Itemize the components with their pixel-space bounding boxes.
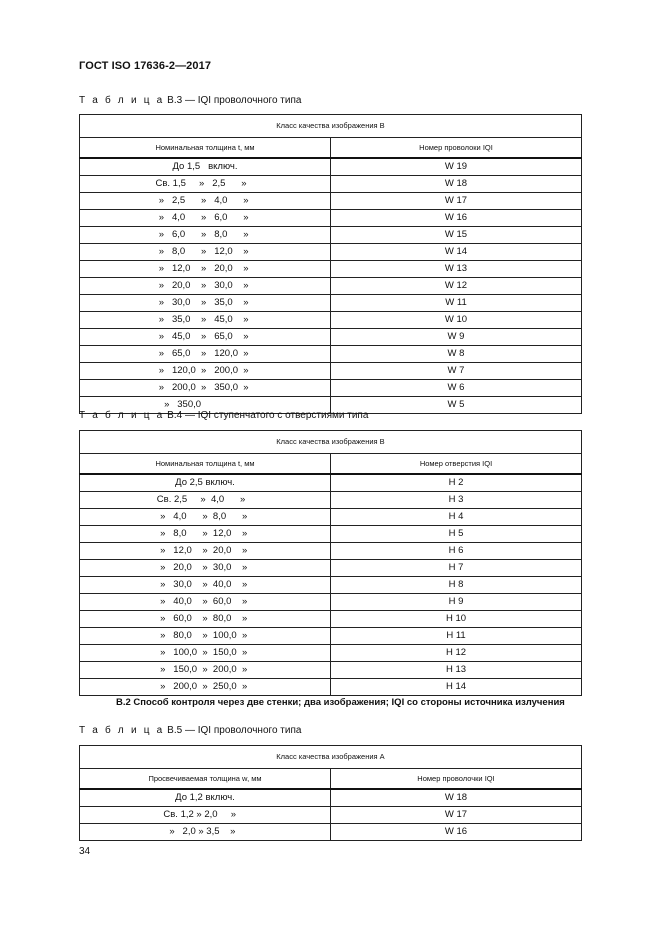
thickness-cell: » 40,0 » 60,0 » <box>80 594 331 611</box>
table-row <box>80 329 582 346</box>
table-row <box>80 824 582 841</box>
iqi-number-cell: H 14 <box>331 679 582 696</box>
table-row <box>80 295 582 312</box>
table-row <box>80 278 582 295</box>
thickness-cell: До 2,5 включ. <box>80 474 331 492</box>
iqi-number-cell: W 5 <box>331 397 582 414</box>
iqi-number-cell: H 6 <box>331 543 582 560</box>
thickness-cell: » 45,0 » 65,0 » <box>80 329 331 346</box>
iqi-number-cell: H 2 <box>331 474 582 492</box>
table-row <box>80 380 582 397</box>
iqi-number-cell: H 13 <box>331 662 582 679</box>
iqi-number-cell: W 18 <box>331 789 582 807</box>
table-row <box>80 176 582 193</box>
thickness-cell: » 120,0 » 200,0 » <box>80 363 331 380</box>
thickness-cell: До 1,2 включ. <box>80 789 331 807</box>
table-row <box>80 628 582 645</box>
thickness-cell: Св. 1,5 » 2,5 » <box>80 176 331 193</box>
thickness-cell: » 60,0 » 80,0 » <box>80 611 331 628</box>
iqi-number-cell: W 16 <box>331 824 582 841</box>
table-row <box>80 577 582 594</box>
iqi-number-cell: H 10 <box>331 611 582 628</box>
table-row <box>80 662 582 679</box>
table-row <box>80 679 582 696</box>
table-b4 <box>79 430 582 696</box>
table-b4-caption: Т а б л и ц а В.4 — IQI ступенчатого с отверстиями типа <box>79 410 369 421</box>
table-row <box>80 312 582 329</box>
table-row <box>80 227 582 244</box>
table-b5 <box>79 745 582 841</box>
iqi-number-cell: W 15 <box>331 227 582 244</box>
table-b4-class-label: Класс качества изображения В <box>80 431 582 454</box>
thickness-cell: » 2,5 » 4,0 » <box>80 193 331 210</box>
thickness-cell: » 12,0 » 20,0 » <box>80 543 331 560</box>
iqi-number-cell: W 10 <box>331 312 582 329</box>
table-b3-col1-header: Номинальная толщина t, мм <box>80 138 331 159</box>
thickness-cell: » 20,0 » 30,0 » <box>80 278 331 295</box>
iqi-number-cell: H 11 <box>331 628 582 645</box>
thickness-cell: » 30,0 » 40,0 » <box>80 577 331 594</box>
iqi-number-cell: W 7 <box>331 363 582 380</box>
iqi-number-cell: W 16 <box>331 210 582 227</box>
table-b5-col2-header: Номер проволочки IQI <box>331 769 582 790</box>
iqi-number-cell: W 11 <box>331 295 582 312</box>
table-row <box>80 210 582 227</box>
iqi-number-cell: W 19 <box>331 158 582 176</box>
table-row <box>80 594 582 611</box>
table-b5-col1-header: Просвечиваемая толщина w, мм <box>80 769 331 790</box>
table-row <box>80 492 582 509</box>
table-b3-col2-header: Номер проволоки IQI <box>331 138 582 159</box>
table-b3 <box>79 114 582 414</box>
thickness-cell: » 100,0 » 150,0 » <box>80 645 331 662</box>
thickness-cell: » 200,0 » 350,0 » <box>80 380 331 397</box>
thickness-cell: » 8,0 » 12,0 » <box>80 526 331 543</box>
thickness-cell: » 20,0 » 30,0 » <box>80 560 331 577</box>
iqi-number-cell: W 12 <box>331 278 582 295</box>
table-b5-class-label: Класс качества изображения А <box>80 746 582 769</box>
iqi-number-cell: W 14 <box>331 244 582 261</box>
thickness-cell: » 200,0 » 250,0 » <box>80 679 331 696</box>
iqi-number-cell: W 17 <box>331 193 582 210</box>
thickness-cell: » 80,0 » 100,0 » <box>80 628 331 645</box>
iqi-number-cell: H 4 <box>331 509 582 526</box>
iqi-number-cell: H 3 <box>331 492 582 509</box>
thickness-cell: Св. 1,2 » 2,0 » <box>80 807 331 824</box>
table-b4-col1-header: Номинальная толщина t, мм <box>80 454 331 475</box>
thickness-cell: » 4,0 » 6,0 » <box>80 210 331 227</box>
table-row <box>80 789 582 807</box>
table-row <box>80 244 582 261</box>
iqi-number-cell: W 13 <box>331 261 582 278</box>
table-row <box>80 560 582 577</box>
thickness-cell: » 65,0 » 120,0 » <box>80 346 331 363</box>
table-row <box>80 807 582 824</box>
table-row <box>80 543 582 560</box>
thickness-cell: » 8,0 » 12,0 » <box>80 244 331 261</box>
thickness-cell: » 12,0 » 20,0 » <box>80 261 331 278</box>
table-row <box>80 363 582 380</box>
thickness-cell: » 2,0 » 3,5 » <box>80 824 331 841</box>
table-b3-class-label: Класс качества изображения В <box>80 115 582 138</box>
table-b5-caption: Т а б л и ц а В.5 — IQI проволочного типа <box>79 725 302 736</box>
thickness-cell: » 35,0 » 45,0 » <box>80 312 331 329</box>
page-number: 34 <box>79 846 91 857</box>
thickness-cell: Св. 2,5 » 4,0 » <box>80 492 331 509</box>
table-row <box>80 261 582 278</box>
thickness-cell: » 4,0 » 8,0 » <box>80 509 331 526</box>
thickness-cell: До 1,5 включ. <box>80 158 331 176</box>
iqi-number-cell: H 12 <box>331 645 582 662</box>
table-row <box>80 346 582 363</box>
thickness-cell: » 150,0 » 200,0 » <box>80 662 331 679</box>
iqi-number-cell: H 5 <box>331 526 582 543</box>
table-row <box>80 158 582 176</box>
iqi-number-cell: H 9 <box>331 594 582 611</box>
iqi-number-cell: W 6 <box>331 380 582 397</box>
table-row <box>80 474 582 492</box>
iqi-number-cell: W 17 <box>331 807 582 824</box>
table-row <box>80 526 582 543</box>
iqi-number-cell: W 8 <box>331 346 582 363</box>
section-b2-heading: В.2 Способ контроля через две стенки; два изображения; IQI со стороны источника излучения <box>116 697 565 708</box>
document-header: ГОСТ ISO 17636-2—2017 <box>79 60 212 72</box>
thickness-cell: » 30,0 » 35,0 » <box>80 295 331 312</box>
iqi-number-cell: W 18 <box>331 176 582 193</box>
table-row <box>80 611 582 628</box>
thickness-cell: » 6,0 » 8,0 » <box>80 227 331 244</box>
table-b3-caption: Т а б л и ц а В.3 — IQI проволочного типа <box>79 95 302 106</box>
thickness-cell: » 350,0 <box>80 397 331 414</box>
iqi-number-cell: H 7 <box>331 560 582 577</box>
table-row <box>80 193 582 210</box>
iqi-number-cell: H 8 <box>331 577 582 594</box>
table-row <box>80 509 582 526</box>
iqi-number-cell: W 9 <box>331 329 582 346</box>
table-row <box>80 645 582 662</box>
table-b4-col2-header: Номер отверстия IQI <box>331 454 582 475</box>
